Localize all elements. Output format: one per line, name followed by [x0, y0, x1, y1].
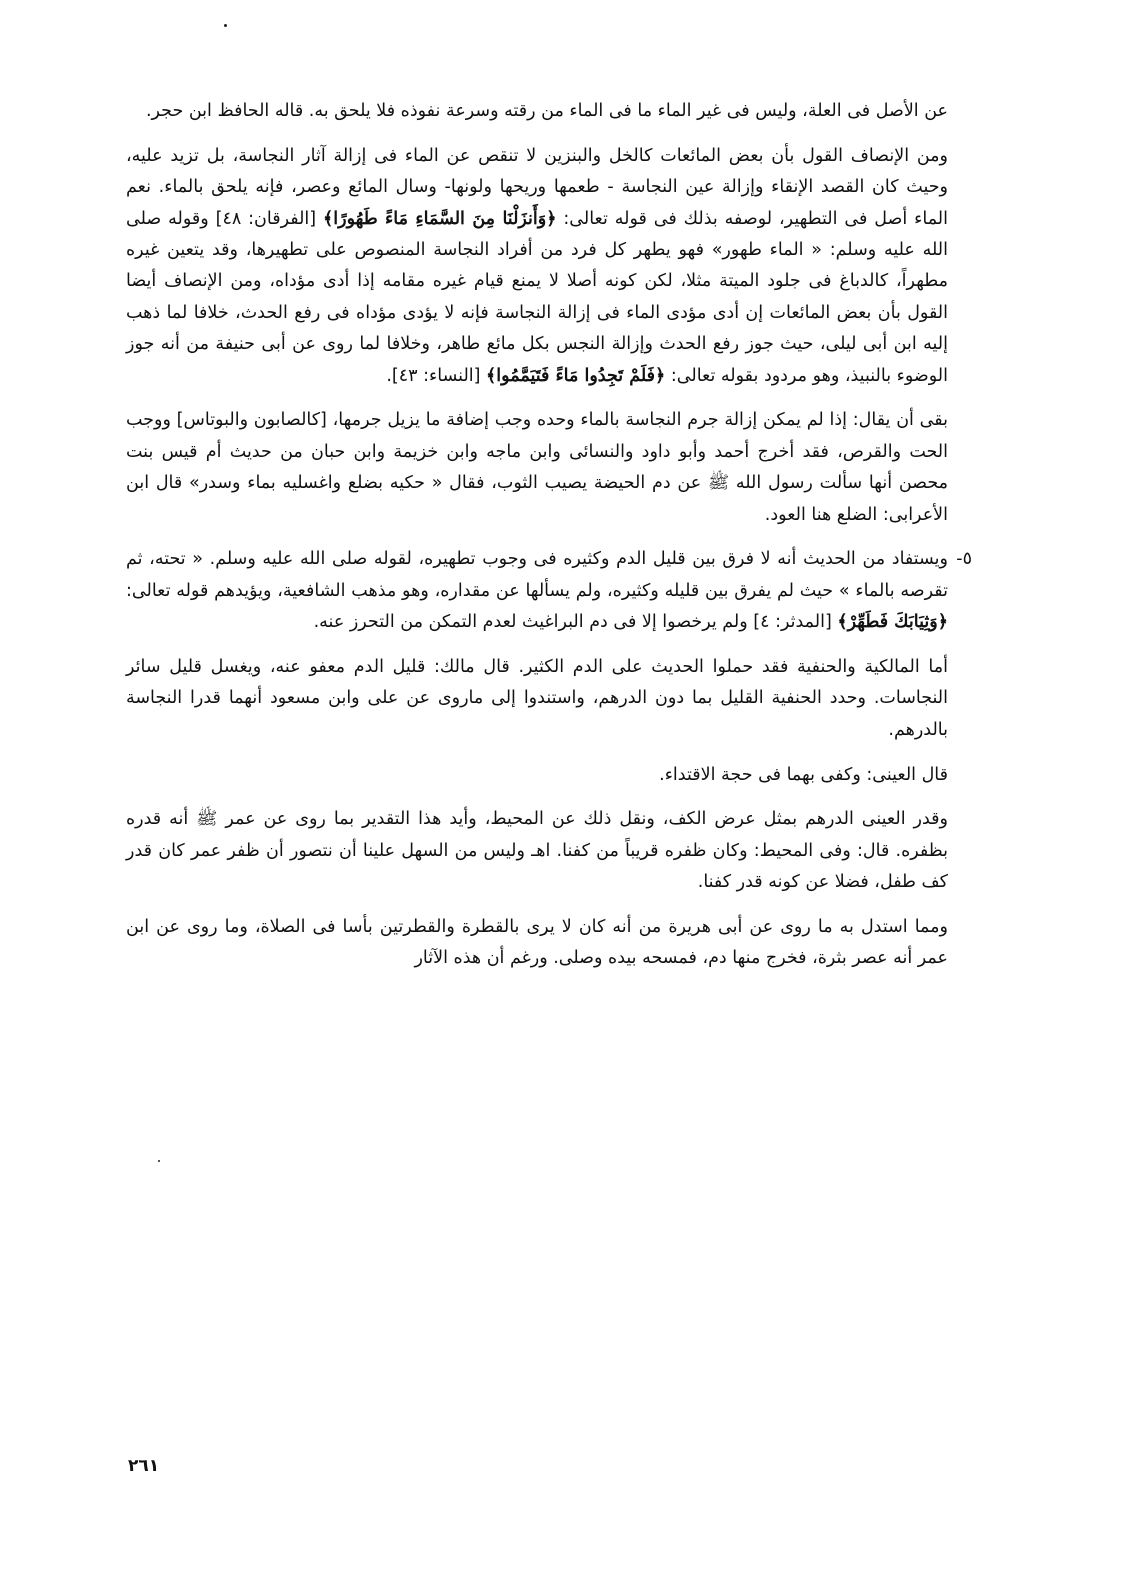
body-text — [126, 96, 972, 988]
item-number: ٥- — [956, 549, 972, 570]
quran-verse: ﴿وَأَنزَلْنَا مِنَ السَّمَاءِ مَاءً طَهُورًا﴾ — [323, 208, 557, 229]
paragraph: عن الأصل فى العلة، وليس فى غير الماء ما فى الماء من رقته وسرعة نفوذه فلا يلحق به. قاله الحافظ ابن حجر. — [145, 101, 948, 121]
paragraph: أما المالكية والحنفية فقد حملوا الحديث على الدم الكثير. قال مالك: قليل الدم معفو عنه، ويغسل قليل سائر النجاسات. وحدد الحنفية القليل بما دون الدرهم، واستندوا إلى ماروى عن على وابن مسعود أنهما قدرا النجاسة بالدرهم. — [126, 657, 948, 740]
page-number: ٢٦١ — [128, 1456, 160, 1476]
paragraph: ومما استدل به ما روى عن أبى هريرة من أنه كان لا يرى بالقطرة والقطرتين بأسا فى الصلاة، وما روى عن ابن عمر أنه عصر بثرة، فخرج منها دم، فمسحه بيده وصلى. ورغم أن هذه الآثار — [126, 917, 948, 969]
paragraph-text: ويستفاد من الحديث أنه لا فرق بين قليل الدم وكثيره فى وجوب تطهيره، لقوله صلى الله عليه وسلم. « تحته، ثم تقرصه بالماء » حيث لم يفرق بين قليله وكثيره، ولم يسألها عن مقداره، وهو مذهب الشافعية، ويؤيدهم قوله تعالى: — [126, 549, 948, 601]
paragraph: قال العينى: وكفى بهما فى حجة الاقتداء. — [659, 764, 948, 785]
paragraph-text: ومن الإنصاف القول بأن بعض المائعات كالخل والبنزين لا تنقص عن الماء فى إزالة آثار النجاسة، بل تزيد عليه، وحيث كان القصد الإنقاء وإزالة عين النجاسة - طعمها وريحها ولونها- وسال المائع وعصر، فإنه يلحق بالماء. نعم الماء أصل فى التطهير، لوصفه بذلك فى قوله تعالى: — [126, 145, 948, 229]
paragraph-text: [المدثر: ٤] ولم يرخصوا إلا فى دم البراغيث لعدم التمكن من التحرز عنه. — [313, 612, 838, 633]
paragraph — [126, 141, 948, 392]
scan-speck — [224, 24, 227, 27]
paragraph-text: [النساء: ٤٣]. — [386, 365, 487, 386]
numbered-paragraph — [126, 544, 972, 638]
paragraph: وقدر العينى الدرهم بمثل عرض الكف، ونقل ذلك عن المحيط، وأيد هذا التقدير بما روى عن عمر ﷺ أنه قدره بظفره. قال: وفى المحيط: وكان ظفره قريباً من كفنا. اهـ وليس من السهل علينا أن نتصور أن ظفر عمر كان قدر كف طفل، فضلا عن كونه قدر كفنا. — [126, 809, 948, 893]
quran-verse: ﴿فَلَمْ تَجِدُوا مَاءً فَتَيَمَّمُوا﴾ — [486, 365, 666, 386]
paragraph-text: [الفرقان: ٤٨] وقوله صلى الله عليه وسلم: « الماء طهور» فهو يطهر كل فرد من أفراد النجاسة المنصوص على تطهيرها، وقد يتعين غيره مطهراً، كالدباغ فى جلود الميتة مثلا، لكن كونه أصلا لا يمنع قيام غيره مقامه إذا أدى مؤداه، ومن الإنصاف أيضا القول بأن بعض المائعات إن أدى مؤدى الماء فى إزالة النجاسة فإنه لا يؤدى مؤداه فى رفع الحدث، خلافا لما ذهب إليه ابن أبى ليلى، حيث جوز رفع الحدث وإزالة النجس بكل مائع طاهر، وخلافا لما روى عن أبى حنيفة من أنه جوز الوضوء بالنبيذ، وهو مردود بقوله تعالى: — [126, 208, 948, 386]
quran-verse: ﴿وَثِيَابَكَ فَطَهِّرْ﴾ — [837, 612, 948, 633]
paragraph: بقى أن يقال: إذا لم يمكن إزالة جرم النجاسة بالماء وحده وجب إضافة ما يزيل جرمها، [كالصابون والبوتاس] ووجب الحت والقرص، فقد أخرج أحمد وأبو داود والنسائى وابن ماجه وابن خزيمة وابن حبان من حديث أم قيس بنت محصن أنها سألت رسول الله ﷺ عن دم الحيضة يصيب الثوب، فقال « حكيه بضلع واغسليه بماء وسدر» قال ابن الأعرابى: الضلع هنا العود. — [126, 410, 948, 525]
scan-speck — [158, 1160, 160, 1162]
